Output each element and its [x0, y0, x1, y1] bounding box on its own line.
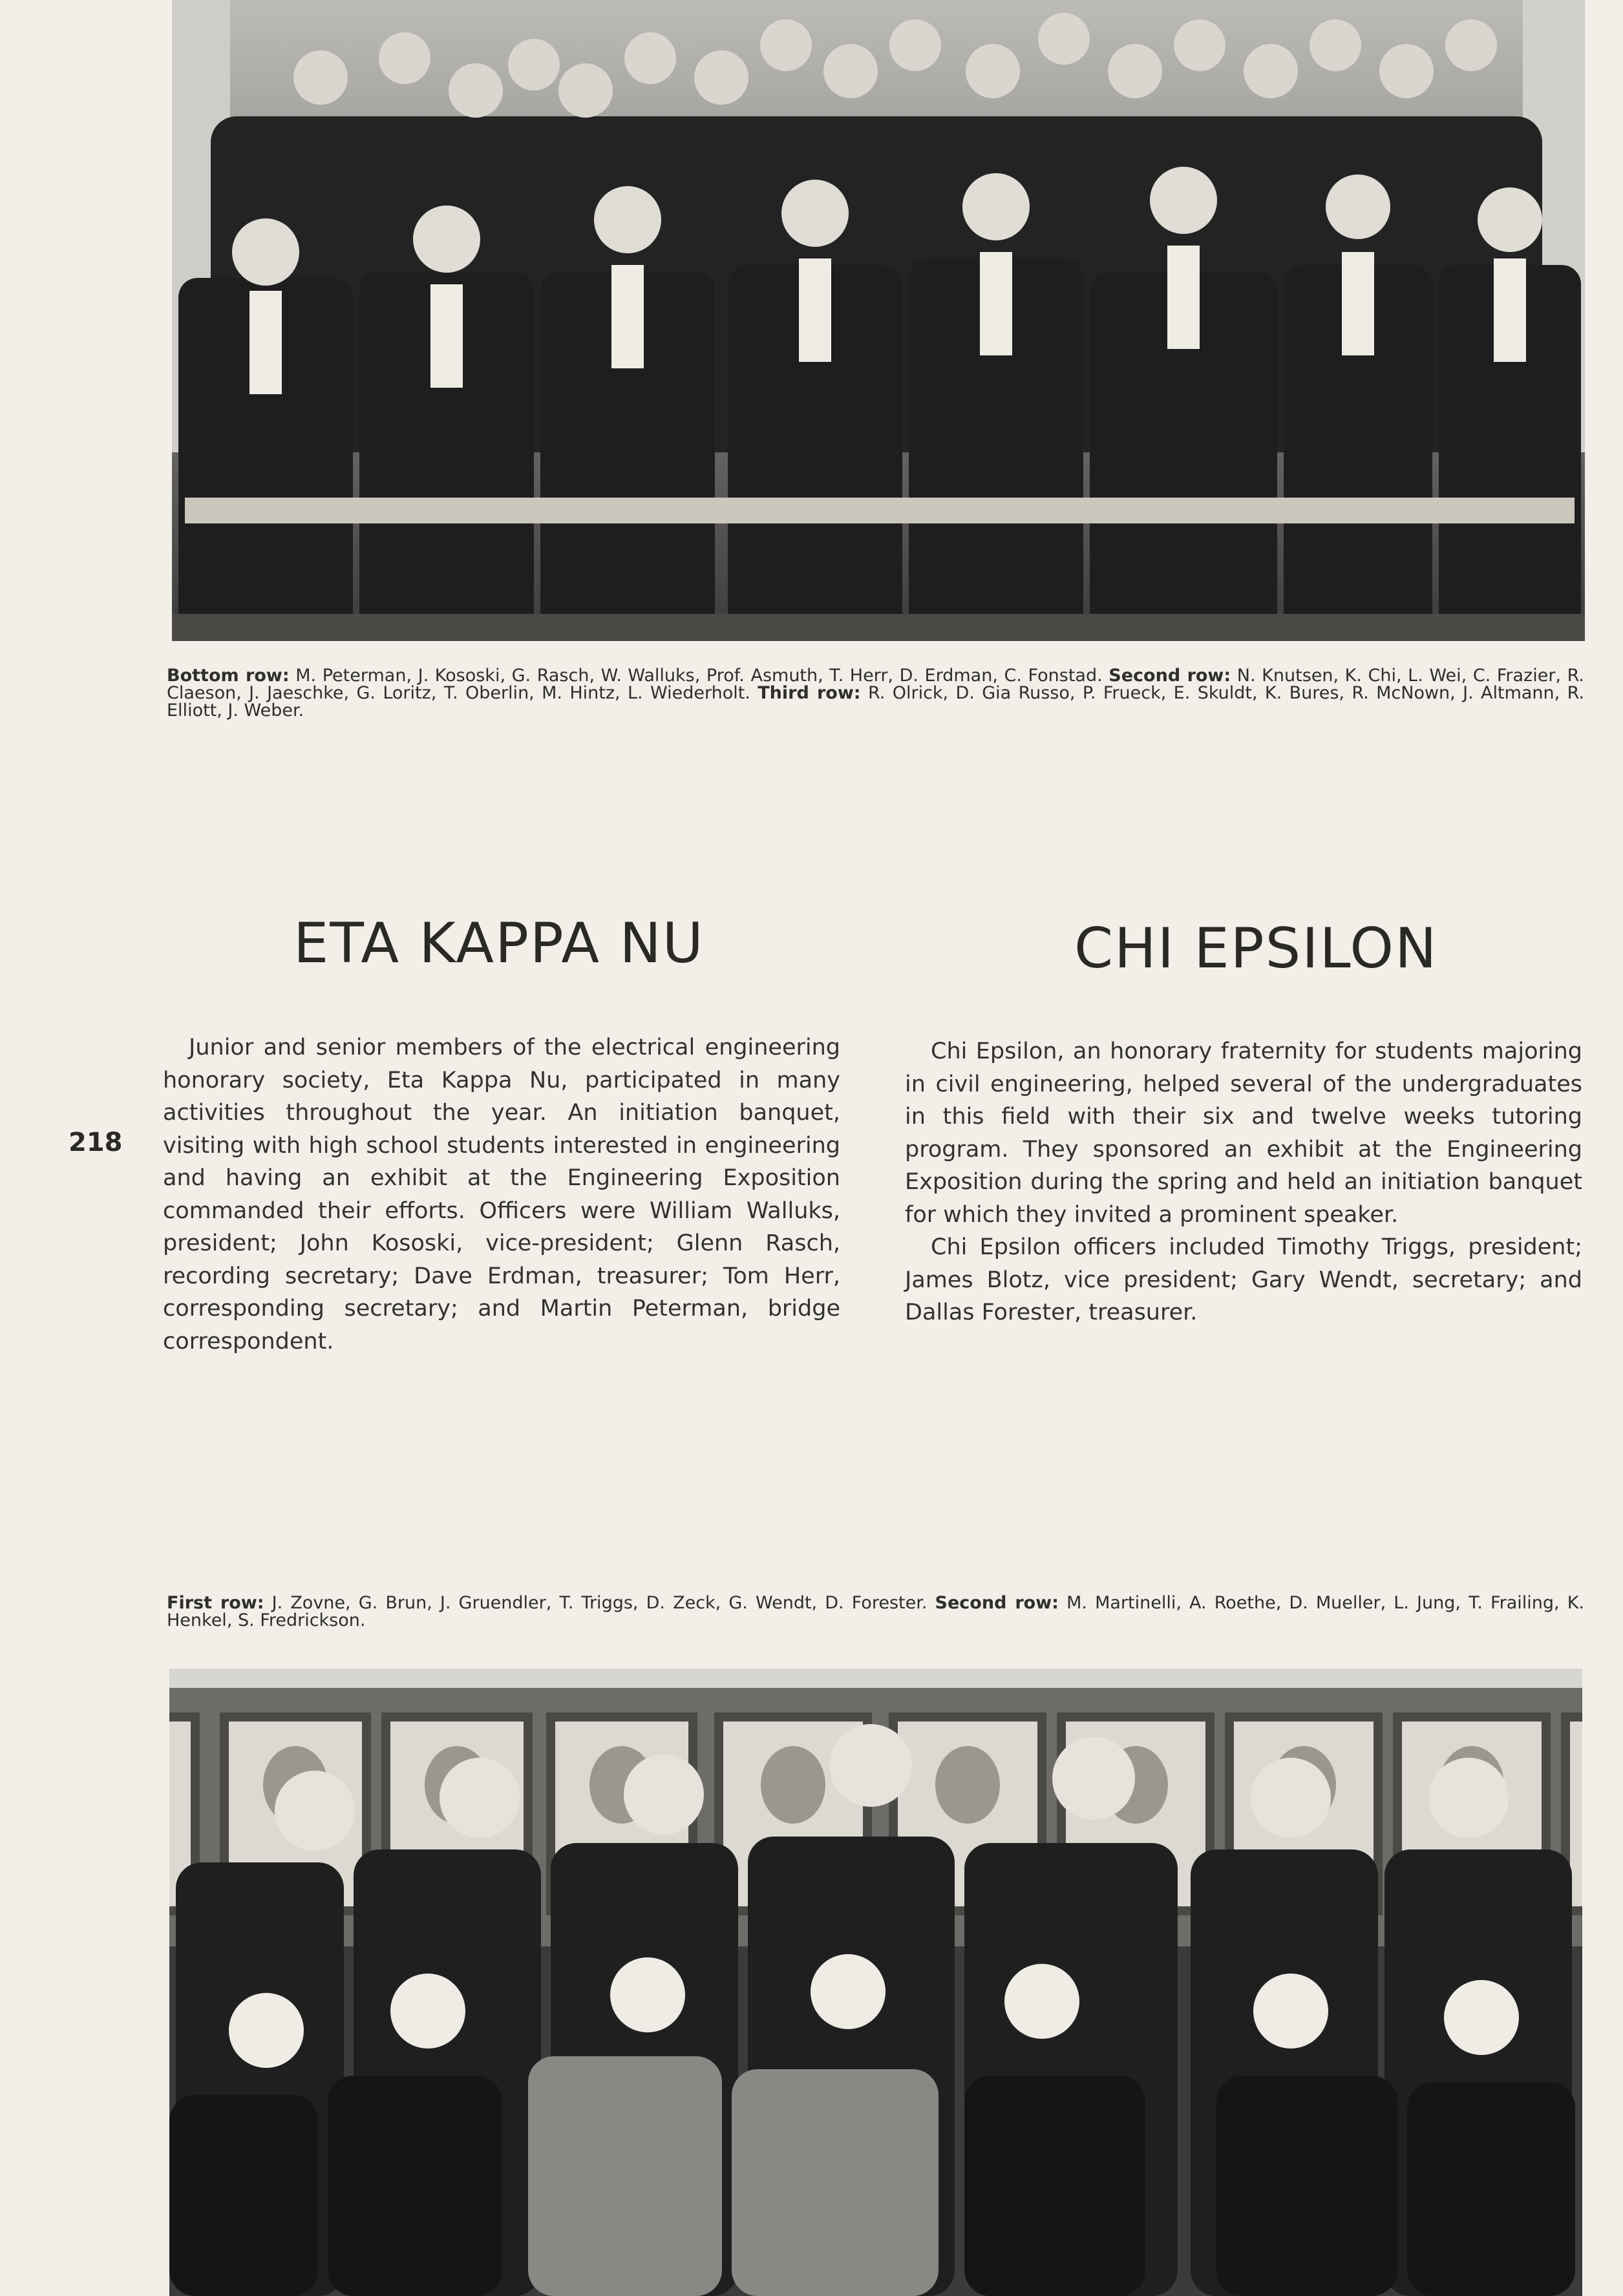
chi-epsilon-heading: CHI EPSILON: [1074, 916, 1438, 981]
caption-row-names: N. Knutsen, K. Chi, L. Wei, C. Frazier, R. Claeson, J. Jaeschke, G. Loritz, T. Oberlin, M. Hintz, L. Wiederholt.: [167, 666, 1585, 703]
article-paragraph: Chi Epsilon officers included Timothy Triggs, president; James Blotz, vice president; Gary Wendt, secretary; and Dallas Forester, treasurer.: [905, 1234, 1582, 1325]
eta-kappa-nu-group-photo: [172, 0, 1585, 641]
eta-kappa-nu-photo-illustration: [172, 0, 1585, 641]
chi-epsilon-photo-illustration: [169, 1669, 1582, 2296]
caption-row-label: Bottom row:: [167, 666, 290, 686]
caption-row-names: M. Peterman, J. Kososki, G. Rasch, W. Walluks, Prof. Asmuth, T. Herr, D. Erdman, C. Fonstad.: [295, 666, 1103, 686]
chi-epsilon-photo-caption: [167, 1594, 1584, 1629]
page-number: 218: [69, 1128, 123, 1157]
caption-row-names: R. Olrick, D. Gia Russo, P. Frueck, E. Skuldt, K. Bures, R. McNown, J. Altmann, R. Elliott, J. Weber.: [167, 683, 1584, 721]
caption-row-names: M. Martinelli, A. Roethe, D. Mueller, L. Jung, T. Frailing, K. Henkel, S. Fredrickson.: [167, 1593, 1585, 1630]
article-paragraph: Junior and senior members of the electrical engineering honorary society, Eta Kappa Nu, participated in many activities throughout the year. An initiation banquet, visiting with high school students interested in engineering and having an exhibit at the Engineering Exposition commanded their efforts. Officers were William Walluks, president; John Kososki, vice-president; Glenn Rasch, recording secretary; Dave Erdman, treasurer; Tom Herr, corresponding secretary; and Martin Peterman, bridge correspondent.: [163, 1035, 840, 1354]
eta-kappa-nu-article: [163, 1031, 840, 1358]
caption-row-names: J. Zovne, G. Brun, J. Gruendler, T. Triggs, D. Zeck, G. Wendt, D. Forester.: [271, 1593, 928, 1613]
article-paragraph: Chi Epsilon, an honorary fraternity for students majoring in civil engineering, helped several of the undergraduates in this field with their six and twelve weeks tutoring program. They sponsored an exhibit at the Engineering Exposition during the spring and held an initiation banquet for which they invited a prominent speaker.: [905, 1038, 1582, 1228]
caption-row-label: Second row:: [1109, 666, 1231, 686]
caption-row-label: Second row:: [935, 1593, 1059, 1613]
eta-kappa-nu-photo-caption: [167, 667, 1584, 719]
eta-kappa-nu-heading: ETA KAPPA NU: [293, 911, 705, 976]
chi-epsilon-group-photo: [169, 1669, 1582, 2296]
chi-epsilon-article: [905, 1035, 1582, 1329]
caption-row-label: Third row:: [758, 683, 861, 703]
caption-row-label: First row:: [167, 1593, 264, 1613]
